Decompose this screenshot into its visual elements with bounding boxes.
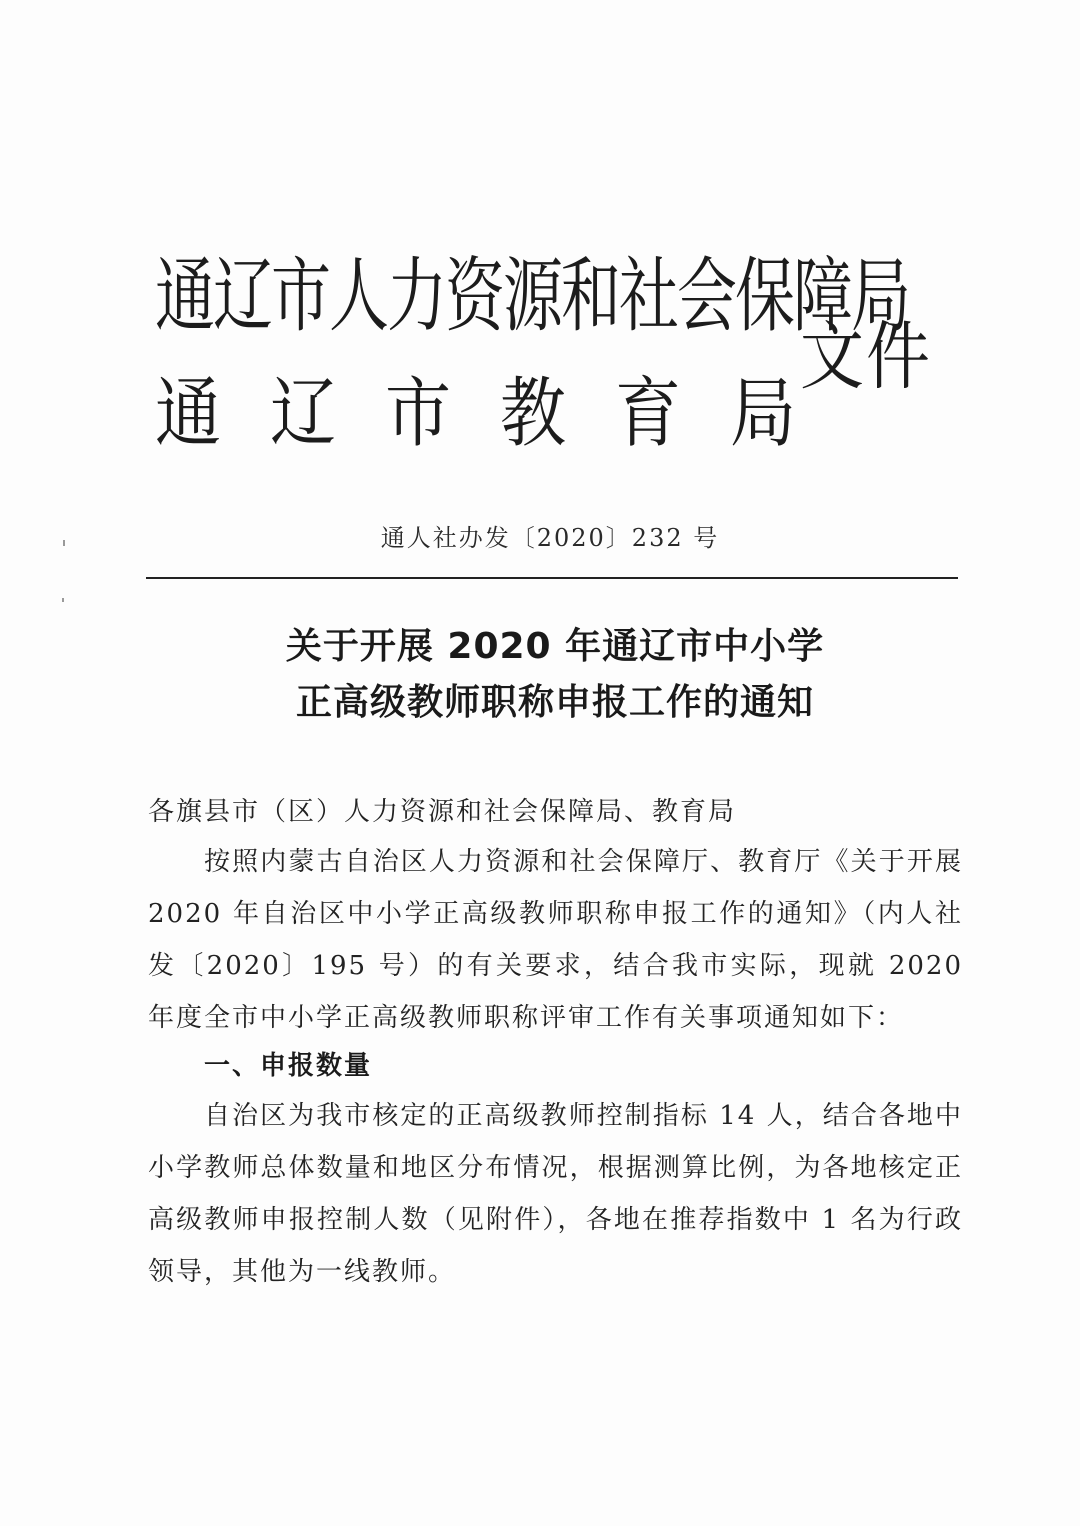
body-paragraph-intro: 按照内蒙古自治区人力资源和社会保障厅、教育厅《关于开展 2020 年自治区中小学正高级教师职称申报工作的通知》（内人社发〔2020〕195 号）的有关要求，结合我市实际，现就 2020 年度全市中小学正高级教师职称评审工作有关事项通知如下： xyxy=(148,847,963,1033)
section-heading-application-quota: 一、申报数量 xyxy=(204,1051,373,1081)
salutation: 各旗县市（区）人力资源和社会保障局、教育局 xyxy=(148,797,737,827)
notice-title-line-2: 正高级教师职称申报工作的通知 xyxy=(295,682,814,723)
header-divider xyxy=(146,577,958,579)
issuing-org-education: 通辽市教育局 xyxy=(155,369,845,458)
scan-speck xyxy=(62,598,64,602)
document-number: 通人社办发〔2020〕232 号 xyxy=(380,524,720,552)
scan-speck xyxy=(63,540,65,546)
document-type-label: 文件 xyxy=(800,315,932,401)
issuing-org-hrss: 通辽市人力资源和社会保障局 xyxy=(155,249,909,345)
body-paragraph-quota: 自治区为我市核定的正高级教师控制指标 14 人，结合各地中小学教师总体数量和地区分布情况，根据测算比例，为各地核定正高级教师申报控制人数（见附件），各地在推荐指数中 1 名为行政领导，其他为一线教师。 xyxy=(148,1101,963,1287)
notice-title-line-1: 关于开展 2020 年通辽市中小学 xyxy=(285,626,825,667)
